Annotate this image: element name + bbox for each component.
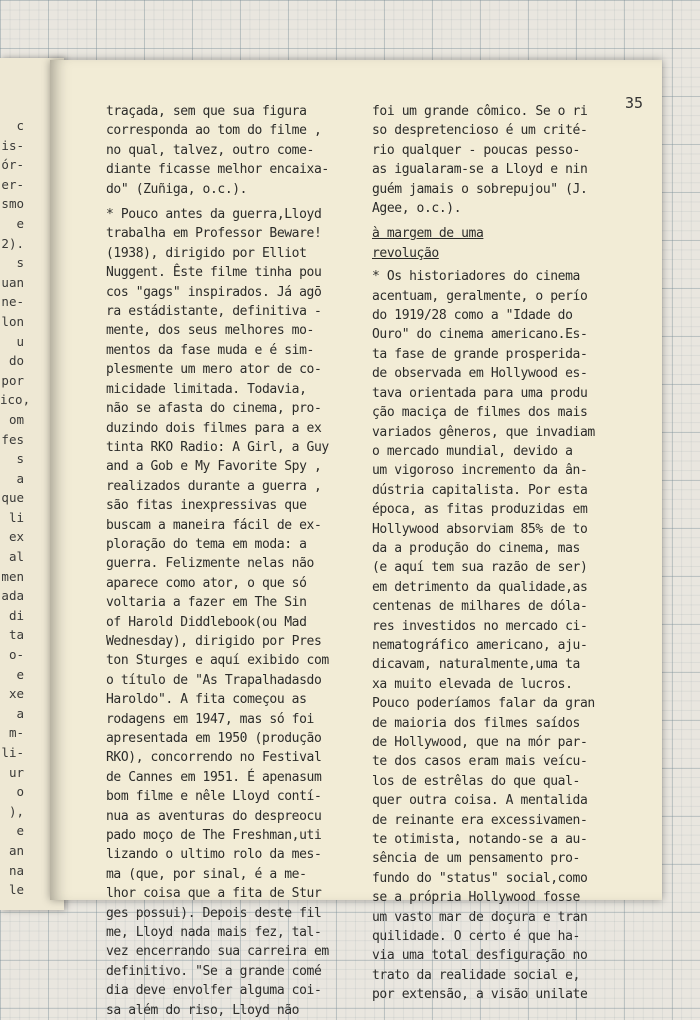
left-paragraph-1: [106, 102, 362, 199]
text-line: lhor coisa que a fita de Stur: [106, 886, 322, 902]
text-line: bom filme e nêle Lloyd contí-: [106, 789, 322, 805]
page-number: 35: [625, 94, 644, 112]
text-line: Nuggent. Êste filme tinha pou: [106, 265, 322, 281]
facing-page-line: ada: [1, 588, 24, 604]
text-line: de maioria dos filmes saídos: [372, 715, 580, 731]
text-line: lizando o ultimo rolo da mes-: [106, 847, 322, 863]
text-line: acentuam, geralmente, o perío: [372, 288, 588, 304]
right-column: [372, 102, 630, 1005]
facing-page-line: le: [8, 882, 24, 898]
facing-page-line: di: [8, 607, 24, 623]
text-line: micidade limitada. Todavia,: [106, 381, 307, 397]
facing-page-line: fes: [1, 431, 24, 447]
facing-page-line: o-: [8, 647, 24, 663]
text-line: res investidos no mercado ci-: [372, 618, 588, 634]
text-line: se a própria Hollywood fosse: [372, 890, 580, 906]
text-line: época, as fitas produzidas em: [372, 502, 588, 518]
text-line: dia deve envolfer alguma coi-: [106, 983, 322, 999]
text-line: do" (Zuñiga, o.c.).: [106, 181, 248, 197]
text-line: and a Gob e My Favorite Spy ,: [106, 459, 322, 475]
text-line: do 1919/28 como a "Idade do: [372, 308, 573, 324]
text-line: centenas de milhares de dóla-: [372, 599, 588, 615]
facing-page-line: lon: [1, 313, 24, 329]
text-line: fundo do "status" social,como: [372, 870, 588, 886]
facing-page-line: do: [8, 353, 24, 369]
section-heading: [372, 224, 630, 263]
text-line: de Cannes em 1951. É apenasum: [106, 769, 322, 785]
text-line: so despretencioso é um crité-: [372, 123, 588, 139]
facing-page-line: o: [16, 784, 24, 800]
text-line: me, Lloyd nada mais fez, tal-: [106, 925, 322, 941]
facing-page-line: al: [8, 549, 24, 565]
facing-page-line: m-: [8, 725, 24, 741]
facing-page-line: ta: [8, 627, 24, 643]
text-line: por extensão, a visão unilate: [372, 987, 588, 1003]
text-line: mente, dos seus melhores mo-: [106, 323, 314, 339]
facing-page-line: ),: [8, 803, 24, 819]
text-line: dústria capitalista. Por esta: [372, 482, 588, 498]
text-line: * Pouco antes da guerra,Lloyd: [106, 207, 322, 223]
text-line: mentos da fase muda e é sim-: [106, 342, 314, 358]
facing-page-line: an: [8, 842, 24, 858]
text-line: apresentada em 1950 (produção: [106, 731, 322, 746]
facing-page-line: smo: [1, 196, 24, 212]
text-line: of Harold Diddlebook(ou Mad: [106, 614, 307, 630]
text-line: definitivo. "Se a grande comé: [106, 963, 322, 979]
text-line: ploração do tema em moda: a: [106, 536, 307, 552]
text-line: quer outra coisa. A mentalida: [372, 793, 588, 809]
text-line: guém jamais o sobrepujou" (J.: [372, 181, 588, 197]
facing-page-line: na: [8, 862, 24, 878]
facing-page-line: er-: [1, 176, 24, 192]
text-line: um vasto mar de doçura e tran: [372, 909, 588, 925]
text-line: sa além do riso, Lloyd não: [106, 1002, 300, 1018]
text-line: no qual, talvez, outro come-: [106, 142, 314, 158]
text-line: RKO), concorrendo no Festival: [106, 750, 322, 766]
text-line: Agee, o.c.).: [372, 201, 462, 217]
facing-page-line: uan: [1, 274, 24, 290]
text-line: nematográfico americano, aju-: [372, 637, 588, 653]
book-page: [50, 60, 662, 1018]
text-line: plesmente um mero ator de co-: [106, 362, 322, 378]
text-line: rodagens em 1947, mas só foi: [106, 711, 314, 727]
right-paragraph-2: [372, 267, 630, 1004]
text-line: trato da realidade social e,: [372, 967, 580, 983]
facing-page-line: u: [16, 333, 24, 349]
text-line: corresponda ao tom do filme ,: [106, 123, 322, 139]
text-line: não se afasta do cinema, pro-: [106, 401, 322, 417]
text-line: ges possui). Depois deste fil: [106, 905, 322, 921]
text-line: tinta RKO Radio: A Girl, a Guy: [106, 439, 329, 455]
text-line: foi um grande cômico. Se o ri: [372, 104, 588, 119]
text-line: los de estrêlas do que qual-: [372, 773, 580, 789]
text-line: sência de um pensamento pro-: [372, 851, 580, 867]
text-line: pado moço de The Freshman,uti: [106, 828, 322, 844]
text-line: cos "gags" inspirados. Já agō: [106, 284, 322, 300]
facing-page-line: ur: [8, 764, 24, 780]
heading-line: à margem de uma: [372, 226, 484, 242]
text-line: Wednesday), dirigido por Pres: [106, 633, 322, 649]
left-paragraph-2: [106, 205, 362, 1020]
right-paragraph-1: [372, 102, 630, 218]
facing-page-text-fragments: [0, 116, 31, 900]
text-line: ma (que, por sinal, é a me-: [106, 866, 307, 882]
text-line: Pouco poderíamos falar da gran: [372, 696, 595, 712]
text-line: nua as aventuras do despreocu: [106, 808, 322, 824]
text-line: são fitas inexpressivas que: [106, 498, 307, 514]
heading-line: revolução: [372, 245, 439, 261]
text-line: o título de "As Trapalhadasdo: [106, 672, 322, 688]
facing-page-line: 2).: [1, 235, 24, 251]
facing-page-line: s: [16, 255, 24, 271]
text-line: trabalha em Professor Beware!: [106, 226, 322, 242]
facing-page-line: por: [1, 372, 24, 388]
facing-page-line: ico,: [0, 392, 31, 408]
text-line: buscam a maneira fácil de ex-: [106, 517, 322, 533]
facing-page-line: que: [1, 490, 24, 506]
text-line: (1938), dirigido por Elliot: [106, 245, 307, 261]
text-line: ton Sturges e aquí exibido com: [106, 653, 329, 669]
facing-page-line: e: [16, 666, 24, 682]
facing-page-line: e: [16, 823, 24, 839]
text-line: um vigoroso incremento da ân-: [372, 463, 588, 479]
text-line: via uma total desfiguração no: [372, 948, 588, 964]
facing-page-line: c: [16, 118, 24, 133]
text-line: diante ficasse melhor encaixa-: [106, 162, 329, 178]
text-line: traçada, sem que sua figura: [106, 104, 307, 119]
text-line: aparece como ator, o que só: [106, 575, 307, 591]
text-line: tava orientada para uma produ: [372, 385, 588, 401]
facing-page-line: men: [1, 568, 24, 584]
facing-page-line: li-: [1, 745, 24, 760]
text-line: de Hollywood, que na mór par-: [372, 735, 588, 750]
text-line: em detrimento da qualidade,as: [372, 579, 588, 595]
text-line: ção maciça de filmes dos mais: [372, 405, 588, 421]
text-line: Hollywood absorviam 85% de to: [372, 521, 588, 537]
facing-page-line: xe: [8, 686, 24, 702]
text-line: da a produção do cinema, mas: [372, 540, 580, 556]
facing-page-line: a: [16, 470, 24, 486]
text-line: rio qualquer - poucas pesso-: [372, 142, 580, 158]
text-line: Ouro" do cinema americano.Es-: [372, 327, 588, 343]
text-line: (e aquí tem sua razão de ser): [372, 560, 588, 576]
text-line: variados gêneros, que invadiam: [372, 424, 595, 440]
facing-page-line: a: [16, 705, 24, 721]
facing-page-line: ór-: [1, 157, 24, 173]
text-line: de observada em Hollywood es-: [372, 366, 588, 382]
text-line: xa muito elevada de lucros.: [372, 676, 573, 692]
text-line: ta fase de grande prosperida-: [372, 346, 588, 362]
text-line: quilidade. O certo é que ha-: [372, 929, 580, 945]
facing-page-line: e: [16, 215, 24, 231]
facing-page-line: ex: [8, 529, 24, 545]
text-line: voltaria a fazer em The Sin: [106, 595, 307, 611]
text-line: realizados durante a guerra ,: [106, 478, 322, 494]
text-line: * Os historiadores do cinema: [372, 269, 580, 285]
facing-page-line: li: [8, 509, 24, 525]
facing-page-line: s: [16, 451, 24, 467]
text-line: te otimista, notando-se a au-: [372, 832, 588, 848]
facing-page-line: is-: [1, 137, 24, 153]
text-line: de reinante era excessivamen-: [372, 812, 588, 828]
text-line: guerra. Felizmente nelas não: [106, 556, 314, 572]
text-line: duzindo dois filmes para a ex: [106, 420, 322, 436]
text-line: o mercado mundial, devido a: [372, 443, 573, 459]
text-line: Haroldo". A fita começou as: [106, 692, 307, 708]
text-line: te dos casos eram mais veícu-: [372, 754, 588, 770]
text-line: vez encerrando sua carreira em: [106, 944, 329, 960]
text-line: as igualaram-se a Lloyd e nin: [372, 162, 588, 178]
text-line: ra estádistante, definitiva -: [106, 304, 322, 320]
left-column: [106, 102, 362, 1020]
facing-page-line: om: [8, 411, 24, 427]
facing-page-line: ne-: [1, 294, 24, 310]
text-line: dicavam, naturalmente,uma ta: [372, 657, 580, 673]
